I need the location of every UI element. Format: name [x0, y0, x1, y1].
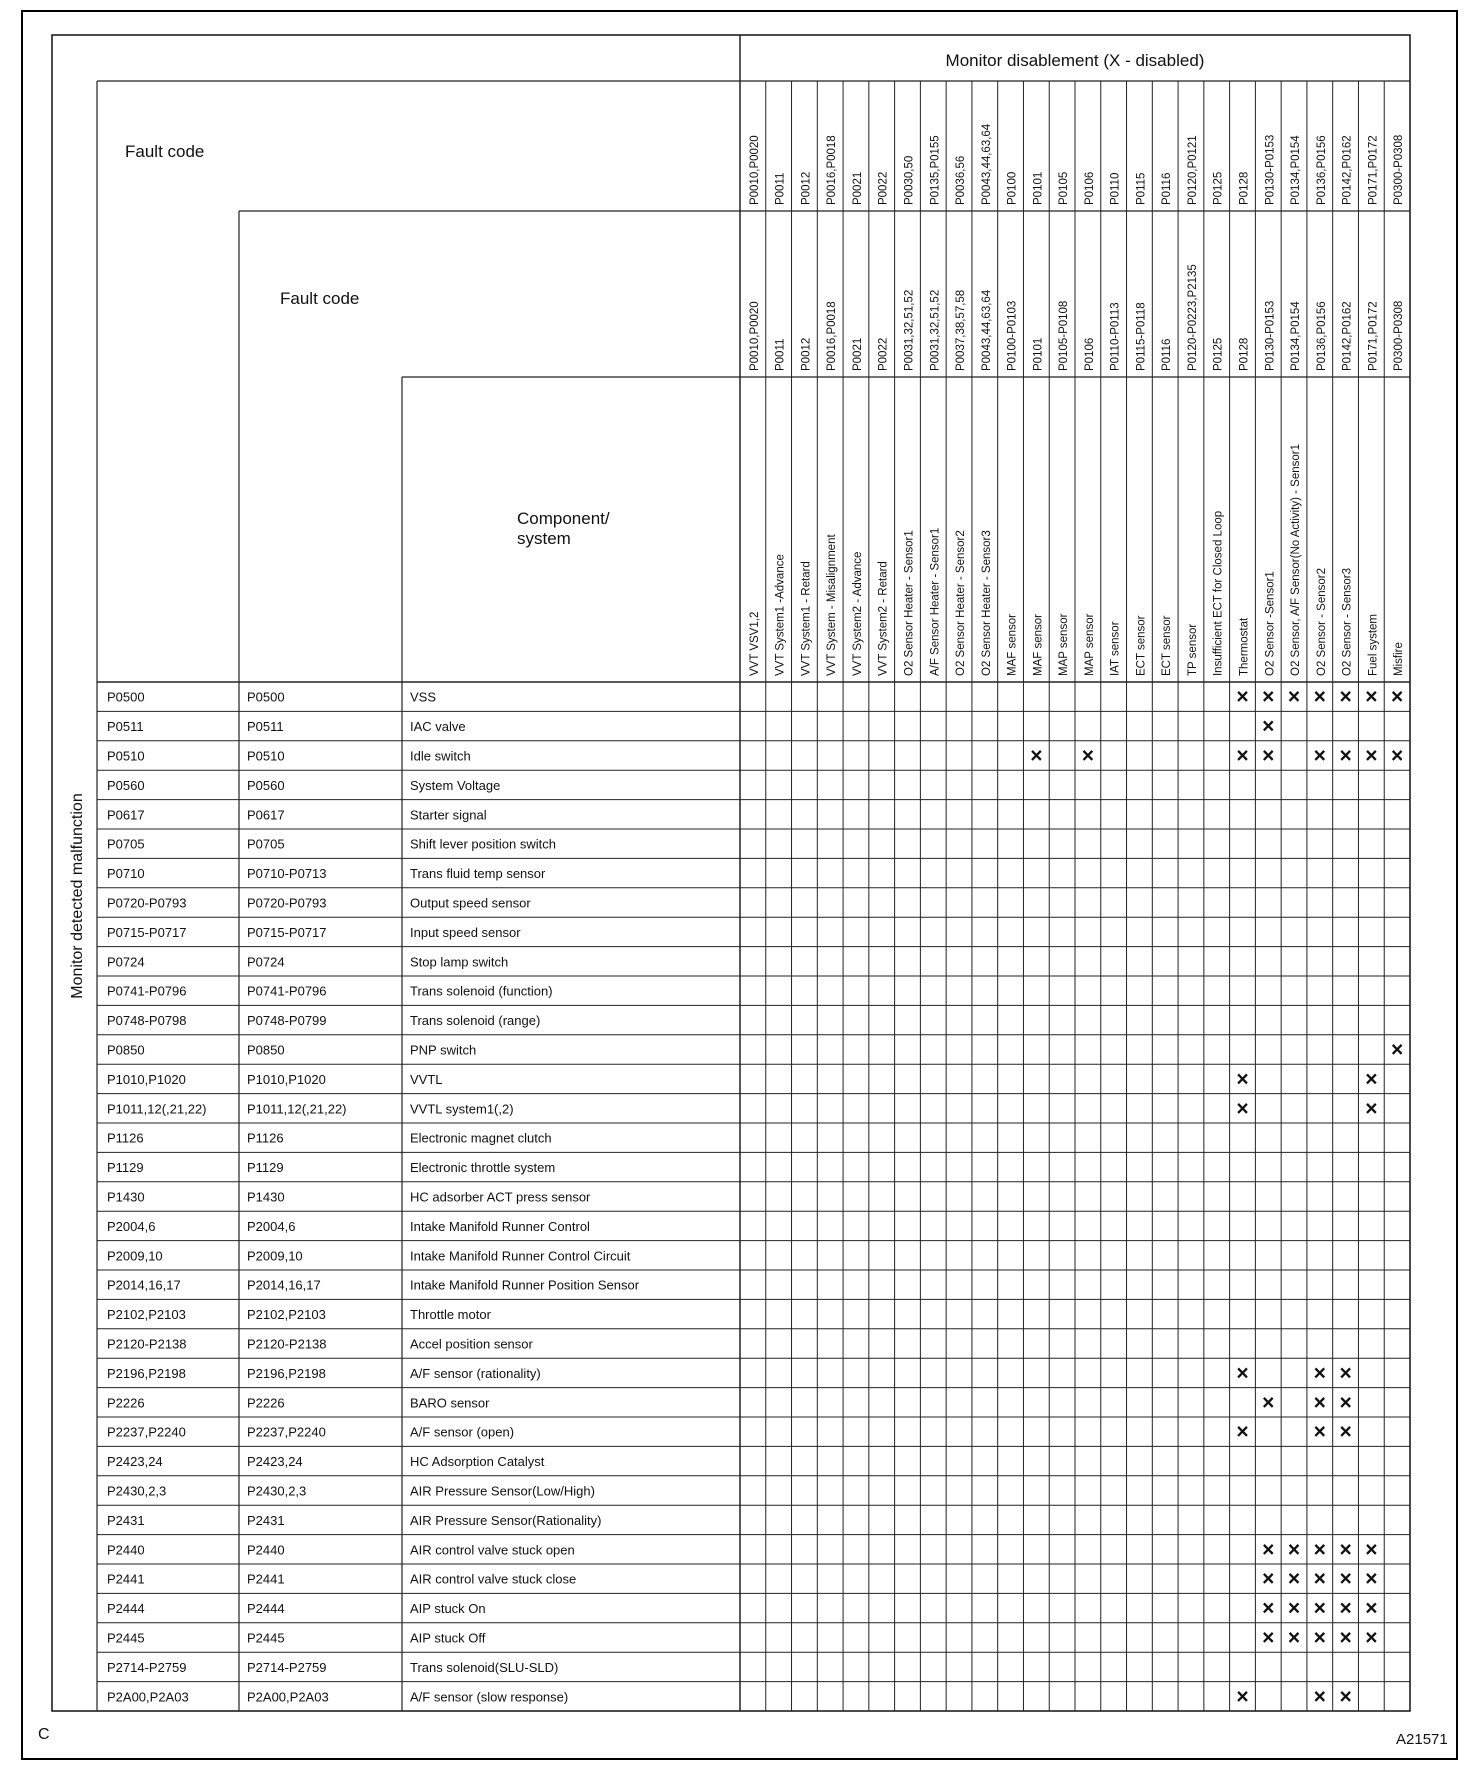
column-component: MAP sensor	[1083, 613, 1096, 676]
row-fault-code-detail: P0850	[247, 1042, 285, 1058]
row-fault-code-detail: P0500	[247, 689, 285, 705]
row-fault-code: P2120-P2138	[107, 1336, 187, 1352]
row-component: AIR Pressure Sensor(Rationality)	[410, 1512, 602, 1528]
column-code-upper: P0030,50	[903, 155, 916, 205]
column-component: O2 Sensor Heater - Sensor2	[955, 530, 968, 676]
disabled-mark: ×	[1339, 1567, 1352, 1591]
disabled-mark: ×	[1262, 744, 1275, 768]
row-fault-code: P2009,10	[107, 1248, 163, 1264]
row-fault-code: P2196,P2198	[107, 1365, 186, 1381]
disabled-mark: ×	[1339, 685, 1352, 709]
disabled-mark: ×	[1365, 1597, 1378, 1621]
row-fault-code-detail: P1126	[247, 1130, 284, 1146]
column-component: O2 Sensor - Sensor3	[1341, 567, 1354, 676]
column-code-lower: P0142,P0162	[1341, 301, 1354, 371]
column-code-lower: P0128	[1238, 337, 1251, 371]
column-code-lower: P0300-P0308	[1393, 300, 1406, 371]
column-code-upper: P0130-P0153	[1264, 134, 1277, 205]
row-fault-code: P2237,P2240	[107, 1424, 186, 1440]
column-component: ECT sensor	[1135, 615, 1148, 676]
column-code-lower: P0010,P0020	[748, 301, 761, 371]
column-code-lower: P0016,P0018	[826, 301, 839, 371]
row-component: Accel position sensor	[410, 1336, 533, 1352]
row-fault-code: P1129	[107, 1160, 144, 1176]
column-code-upper: P0036,56	[955, 155, 968, 205]
column-code-lower: P0136,P0156	[1315, 301, 1328, 371]
disabled-mark: ×	[1262, 1567, 1275, 1591]
row-fault-code-detail: P2423,24	[247, 1454, 303, 1470]
row-fault-code-detail: P2430,2,3	[247, 1483, 307, 1499]
disabled-mark: ×	[1313, 1391, 1326, 1415]
row-component: Input speed sensor	[410, 924, 521, 940]
row-component: Shift lever position switch	[410, 836, 556, 852]
column-component: O2 Sensor Heater - Sensor3	[980, 530, 993, 676]
row-fault-code-detail: P1010,P1020	[247, 1071, 326, 1087]
fault-code-heading: Fault code	[125, 142, 205, 161]
column-code-upper: P0011	[774, 172, 787, 205]
row-fault-code: P0510	[107, 748, 145, 764]
column-code-lower: P0171,P0172	[1367, 301, 1380, 371]
row-component: Intake Manifold Runner Control	[410, 1218, 590, 1234]
column-code-lower: P0106	[1083, 337, 1096, 371]
column-component: O2 Sensor Heater - Sensor1	[903, 530, 916, 676]
column-code-upper: P0010,P0020	[748, 135, 761, 205]
disabled-mark: ×	[1365, 744, 1378, 768]
row-fault-code: P2445	[107, 1630, 145, 1646]
row-component: Intake Manifold Runner Position Sensor	[410, 1277, 640, 1293]
disabled-mark: ×	[1236, 1067, 1249, 1091]
row-fault-code: P0560	[107, 777, 145, 793]
row-fault-code-detail: P0705	[247, 836, 285, 852]
column-code-lower: P0031,32,51,52	[903, 289, 916, 371]
disabled-mark: ×	[1365, 1097, 1378, 1121]
row-fault-code-detail: P0748-P0799	[247, 1013, 327, 1029]
column-code-lower: P0100-P0103	[1006, 300, 1019, 371]
row-fault-code-detail: P2102,P2103	[247, 1307, 326, 1323]
row-fault-code: P0710	[107, 866, 145, 882]
row-fault-code-detail: P2196,P2198	[247, 1365, 326, 1381]
row-component: VVTL	[410, 1071, 443, 1087]
row-fault-code-detail: P2444	[247, 1601, 285, 1617]
row-component: Trans solenoid (range)	[410, 1013, 541, 1029]
row-fault-code: P0724	[107, 954, 145, 970]
corner-letter: C	[38, 1726, 50, 1743]
row-fault-code: P2431	[107, 1512, 145, 1528]
row-fault-code-detail: P2226	[247, 1395, 285, 1411]
row-component: Throttle motor	[410, 1307, 491, 1323]
row-fault-code-detail: P0720-P0793	[247, 895, 327, 911]
row-component: A/F sensor (open)	[410, 1424, 515, 1440]
monitor-disablement-heading: Monitor disablement (X - disabled)	[945, 51, 1205, 70]
row-fault-code: P2430,2,3	[107, 1483, 167, 1499]
row-fault-code-detail: P2237,P2240	[247, 1424, 326, 1440]
figure-id: A21571	[1396, 1731, 1448, 1748]
row-fault-code: P2714-P2759	[107, 1659, 187, 1675]
row-component: Output speed sensor	[410, 895, 531, 911]
column-component: O2 Sensor - Sensor2	[1315, 567, 1328, 676]
column-code-upper: P0116	[1161, 172, 1174, 205]
row-fault-code-detail: P0715-P0717	[247, 924, 327, 940]
row-fault-code: P0705	[107, 836, 145, 852]
component-system-heading: system	[517, 529, 571, 548]
row-component: Idle switch	[410, 748, 471, 764]
column-code-lower: P0037,38,57,58	[955, 289, 968, 371]
column-component: Thermostat	[1238, 617, 1251, 676]
column-code-upper: P0128	[1238, 171, 1251, 205]
disabled-mark: ×	[1390, 744, 1404, 768]
row-fault-code: P0720-P0793	[107, 895, 187, 911]
row-fault-code-detail: P2445	[247, 1630, 285, 1646]
row-fault-code: P2102,P2103	[107, 1307, 186, 1323]
column-code-lower: P0043,44,63,64	[980, 289, 993, 371]
row-fault-code-detail: P2441	[247, 1571, 285, 1587]
disabled-mark: ×	[1236, 685, 1249, 709]
column-code-upper: P0300-P0308	[1393, 134, 1406, 205]
row-fault-code-detail: P0710-P0713	[247, 866, 327, 882]
row-fault-code: P2423,24	[107, 1454, 163, 1470]
column-code-upper: P0043,44,63,64	[980, 123, 993, 205]
disabled-mark: ×	[1365, 1626, 1378, 1650]
disabled-mark: ×	[1287, 1567, 1301, 1591]
row-fault-code-detail: P0741-P0796	[247, 983, 327, 999]
row-fault-code: P1011,12(,21,22)	[107, 1101, 207, 1117]
column-component: VVT System1 -Advance	[774, 554, 787, 676]
column-component: O2 Sensor, A/F Sensor(No Activity) - Sensor1	[1290, 443, 1303, 676]
row-component: AIR Pressure Sensor(Low/High)	[410, 1483, 595, 1499]
disabled-mark: ×	[1262, 715, 1275, 739]
disabled-mark: ×	[1313, 744, 1326, 768]
row-fault-code-detail: P1011,12(,21,22)	[247, 1101, 347, 1117]
row-fault-code: P0748-P0798	[107, 1013, 187, 1029]
row-fault-code-detail: P0617	[247, 807, 285, 823]
disabled-mark: ×	[1030, 744, 1043, 768]
column-code-lower: P0031,32,51,52	[929, 289, 942, 371]
row-component: IAC valve	[410, 719, 466, 735]
column-code-lower: P0130-P0153	[1264, 300, 1277, 371]
column-code-lower: P0116	[1161, 338, 1174, 371]
column-component: ECT sensor	[1161, 615, 1174, 676]
column-code-upper: P0142,P0162	[1341, 135, 1354, 205]
row-component: Trans solenoid (function)	[410, 983, 553, 999]
row-fault-code: P2440	[107, 1542, 145, 1558]
disabled-mark: ×	[1313, 1361, 1326, 1385]
row-component: System Voltage	[410, 777, 501, 793]
column-code-lower: P0011	[774, 338, 787, 371]
column-code-upper: P0171,P0172	[1367, 135, 1380, 205]
row-fault-code: P1430	[107, 1189, 145, 1205]
disabled-mark: ×	[1313, 1420, 1326, 1444]
disabled-mark: ×	[1339, 1361, 1352, 1385]
column-component: O2 Sensor -Sensor1	[1264, 571, 1277, 676]
column-code-upper: P0012	[800, 171, 813, 205]
row-fault-code: P2226	[107, 1395, 145, 1411]
column-code-upper: P0125	[1212, 171, 1225, 205]
column-code-lower: P0115-P0118	[1135, 302, 1148, 371]
disabled-mark: ×	[1313, 685, 1326, 709]
row-component: Trans fluid temp sensor	[410, 866, 546, 882]
row-fault-code: P0500	[107, 689, 145, 705]
row-fault-code-detail: P1430	[247, 1189, 285, 1205]
row-fault-code: P1010,P1020	[107, 1071, 186, 1087]
row-component: Electronic magnet clutch	[410, 1130, 552, 1146]
disabled-mark: ×	[1287, 1626, 1301, 1650]
column-code-upper: P0136,P0156	[1315, 135, 1328, 205]
column-component: VVT System - Misalignment	[826, 534, 839, 676]
disabled-mark: ×	[1081, 744, 1095, 768]
column-component: VVT System2 - Advance	[851, 551, 864, 676]
disabled-mark: ×	[1313, 1597, 1326, 1621]
row-component: PNP switch	[410, 1042, 477, 1058]
row-fault-code: P2A00,P2A03	[107, 1689, 189, 1705]
row-fault-code: P1126	[107, 1130, 144, 1146]
column-code-upper: P0106	[1083, 171, 1096, 205]
row-fault-code-detail: P1129	[247, 1160, 284, 1176]
column-code-lower: P0101	[1032, 337, 1045, 371]
row-fault-code-detail: P0510	[247, 748, 285, 764]
column-code-upper: P0016,P0018	[826, 135, 839, 205]
column-code-lower: P0012	[800, 337, 813, 371]
disabled-mark: ×	[1313, 1685, 1326, 1709]
row-fault-code-detail: P2431	[247, 1512, 285, 1528]
disabled-mark: ×	[1365, 1067, 1378, 1091]
column-component: TP sensor	[1186, 623, 1199, 676]
column-code-lower: P0134,P0154	[1290, 301, 1303, 371]
monitor-detected-malfunction-label: Monitor detected malfunction	[69, 793, 86, 999]
row-component: Stop lamp switch	[410, 954, 509, 970]
disabled-mark: ×	[1339, 1391, 1352, 1415]
disabled-mark: ×	[1236, 1097, 1249, 1121]
column-code-upper: P0100	[1006, 171, 1019, 205]
disabled-mark: ×	[1339, 1626, 1352, 1650]
column-code-upper: P0022	[877, 171, 890, 205]
column-component: MAF sensor	[1006, 614, 1019, 676]
row-component: VVTL system1(,2)	[410, 1101, 514, 1117]
disabled-mark: ×	[1236, 1420, 1249, 1444]
row-component: Trans solenoid(SLU-SLD)	[410, 1659, 559, 1675]
column-code-lower: P0105-P0108	[1058, 300, 1071, 371]
row-fault-code-detail: P0560	[247, 777, 285, 793]
row-fault-code-detail: P2120-P2138	[247, 1336, 327, 1352]
disabled-mark: ×	[1339, 1685, 1352, 1709]
row-fault-code-detail: P2014,16,17	[247, 1277, 321, 1293]
row-fault-code-detail: P2714-P2759	[247, 1659, 327, 1675]
fault-code-heading: Fault code	[280, 289, 360, 308]
column-component: Misfire	[1393, 642, 1406, 676]
row-fault-code-detail: P2004,6	[247, 1218, 296, 1234]
disabled-mark: ×	[1236, 744, 1249, 768]
row-fault-code-detail: P0724	[247, 954, 285, 970]
column-component: A/F Sensor Heater - Sensor1	[929, 527, 942, 676]
row-component: VSS	[410, 689, 437, 705]
disabled-mark: ×	[1262, 1626, 1275, 1650]
column-code-upper: P0134,P0154	[1290, 135, 1303, 205]
column-code-lower: P0021	[851, 337, 864, 371]
disabled-mark: ×	[1287, 1538, 1301, 1562]
column-code-upper: P0120,P0121	[1186, 135, 1199, 205]
row-component: BARO sensor	[410, 1395, 490, 1411]
column-code-upper: P0105	[1058, 171, 1071, 205]
column-code-upper: P0101	[1032, 171, 1045, 205]
disabled-mark: ×	[1313, 1626, 1326, 1650]
column-code-upper: P0115	[1135, 172, 1148, 205]
row-component: AIR control valve stuck open	[410, 1542, 575, 1558]
row-fault-code: P0741-P0796	[107, 983, 187, 999]
column-component: MAF sensor	[1032, 614, 1045, 676]
disabled-mark: ×	[1313, 1567, 1326, 1591]
row-component: AIP stuck Off	[410, 1630, 486, 1646]
row-component: HC Adsorption Catalyst	[410, 1454, 545, 1470]
row-component: AIP stuck On	[410, 1601, 486, 1617]
column-code-lower: P0110-P0113	[1109, 302, 1122, 371]
row-fault-code: P2014,16,17	[107, 1277, 181, 1293]
row-fault-code: P0617	[107, 807, 145, 823]
row-fault-code: P0850	[107, 1042, 145, 1058]
row-fault-code-detail: P2009,10	[247, 1248, 303, 1264]
disabled-mark: ×	[1390, 685, 1404, 709]
disabled-mark: ×	[1339, 1420, 1352, 1444]
row-fault-code-detail: P0511	[247, 719, 284, 735]
disabled-mark: ×	[1365, 1567, 1378, 1591]
row-component: Electronic throttle system	[410, 1160, 556, 1176]
column-code-upper: P0021	[851, 171, 864, 205]
row-fault-code: P2441	[107, 1571, 145, 1587]
disabled-mark: ×	[1262, 685, 1275, 709]
disabled-mark: ×	[1287, 1597, 1301, 1621]
row-fault-code-detail: P2440	[247, 1542, 285, 1558]
row-fault-code: P2004,6	[107, 1218, 156, 1234]
column-code-lower: P0125	[1212, 337, 1225, 371]
disabled-mark: ×	[1262, 1597, 1275, 1621]
disabled-mark: ×	[1339, 1538, 1352, 1562]
column-component: VVT System1 - Retard	[800, 561, 813, 676]
row-component: Intake Manifold Runner Control Circuit	[410, 1248, 631, 1264]
row-fault-code: P0715-P0717	[107, 924, 187, 940]
column-code-lower: P0022	[877, 337, 890, 371]
column-component: VVT System2 - Retard	[877, 561, 890, 676]
column-code-lower: P0120-P0223,P2135	[1186, 264, 1199, 371]
disabled-mark: ×	[1262, 1538, 1275, 1562]
row-component: A/F sensor (slow response)	[410, 1689, 569, 1705]
disabled-mark: ×	[1287, 685, 1301, 709]
column-component: VVT VSV1,2	[748, 611, 761, 676]
column-component: MAP sensor	[1058, 613, 1071, 676]
column-component: Insufficient ECT for Closed Loop	[1212, 510, 1225, 676]
disabled-mark: ×	[1236, 1361, 1249, 1385]
disabled-mark: ×	[1262, 1391, 1275, 1415]
disabled-mark: ×	[1390, 1038, 1404, 1062]
disabled-mark: ×	[1313, 1538, 1326, 1562]
row-component: HC adsorber ACT press sensor	[410, 1189, 591, 1205]
column-code-upper: P0135,P0155	[929, 135, 942, 205]
row-fault-code: P0511	[107, 719, 144, 735]
column-code-upper: P0110	[1109, 172, 1122, 205]
row-component: A/F sensor (rationality)	[410, 1365, 541, 1381]
disabled-mark: ×	[1365, 685, 1378, 709]
disabled-mark: ×	[1365, 1538, 1378, 1562]
disabled-mark: ×	[1339, 744, 1352, 768]
disabled-mark: ×	[1236, 1685, 1249, 1709]
column-component: Fuel system	[1367, 614, 1380, 676]
component-system-heading: Component/	[517, 509, 610, 528]
disabled-mark: ×	[1339, 1597, 1352, 1621]
row-fault-code-detail: P2A00,P2A03	[247, 1689, 329, 1705]
row-component: AIR control valve stuck close	[410, 1571, 577, 1587]
column-component: IAT sensor	[1109, 621, 1122, 676]
row-fault-code: P2444	[107, 1601, 145, 1617]
row-component: Starter signal	[410, 807, 487, 823]
